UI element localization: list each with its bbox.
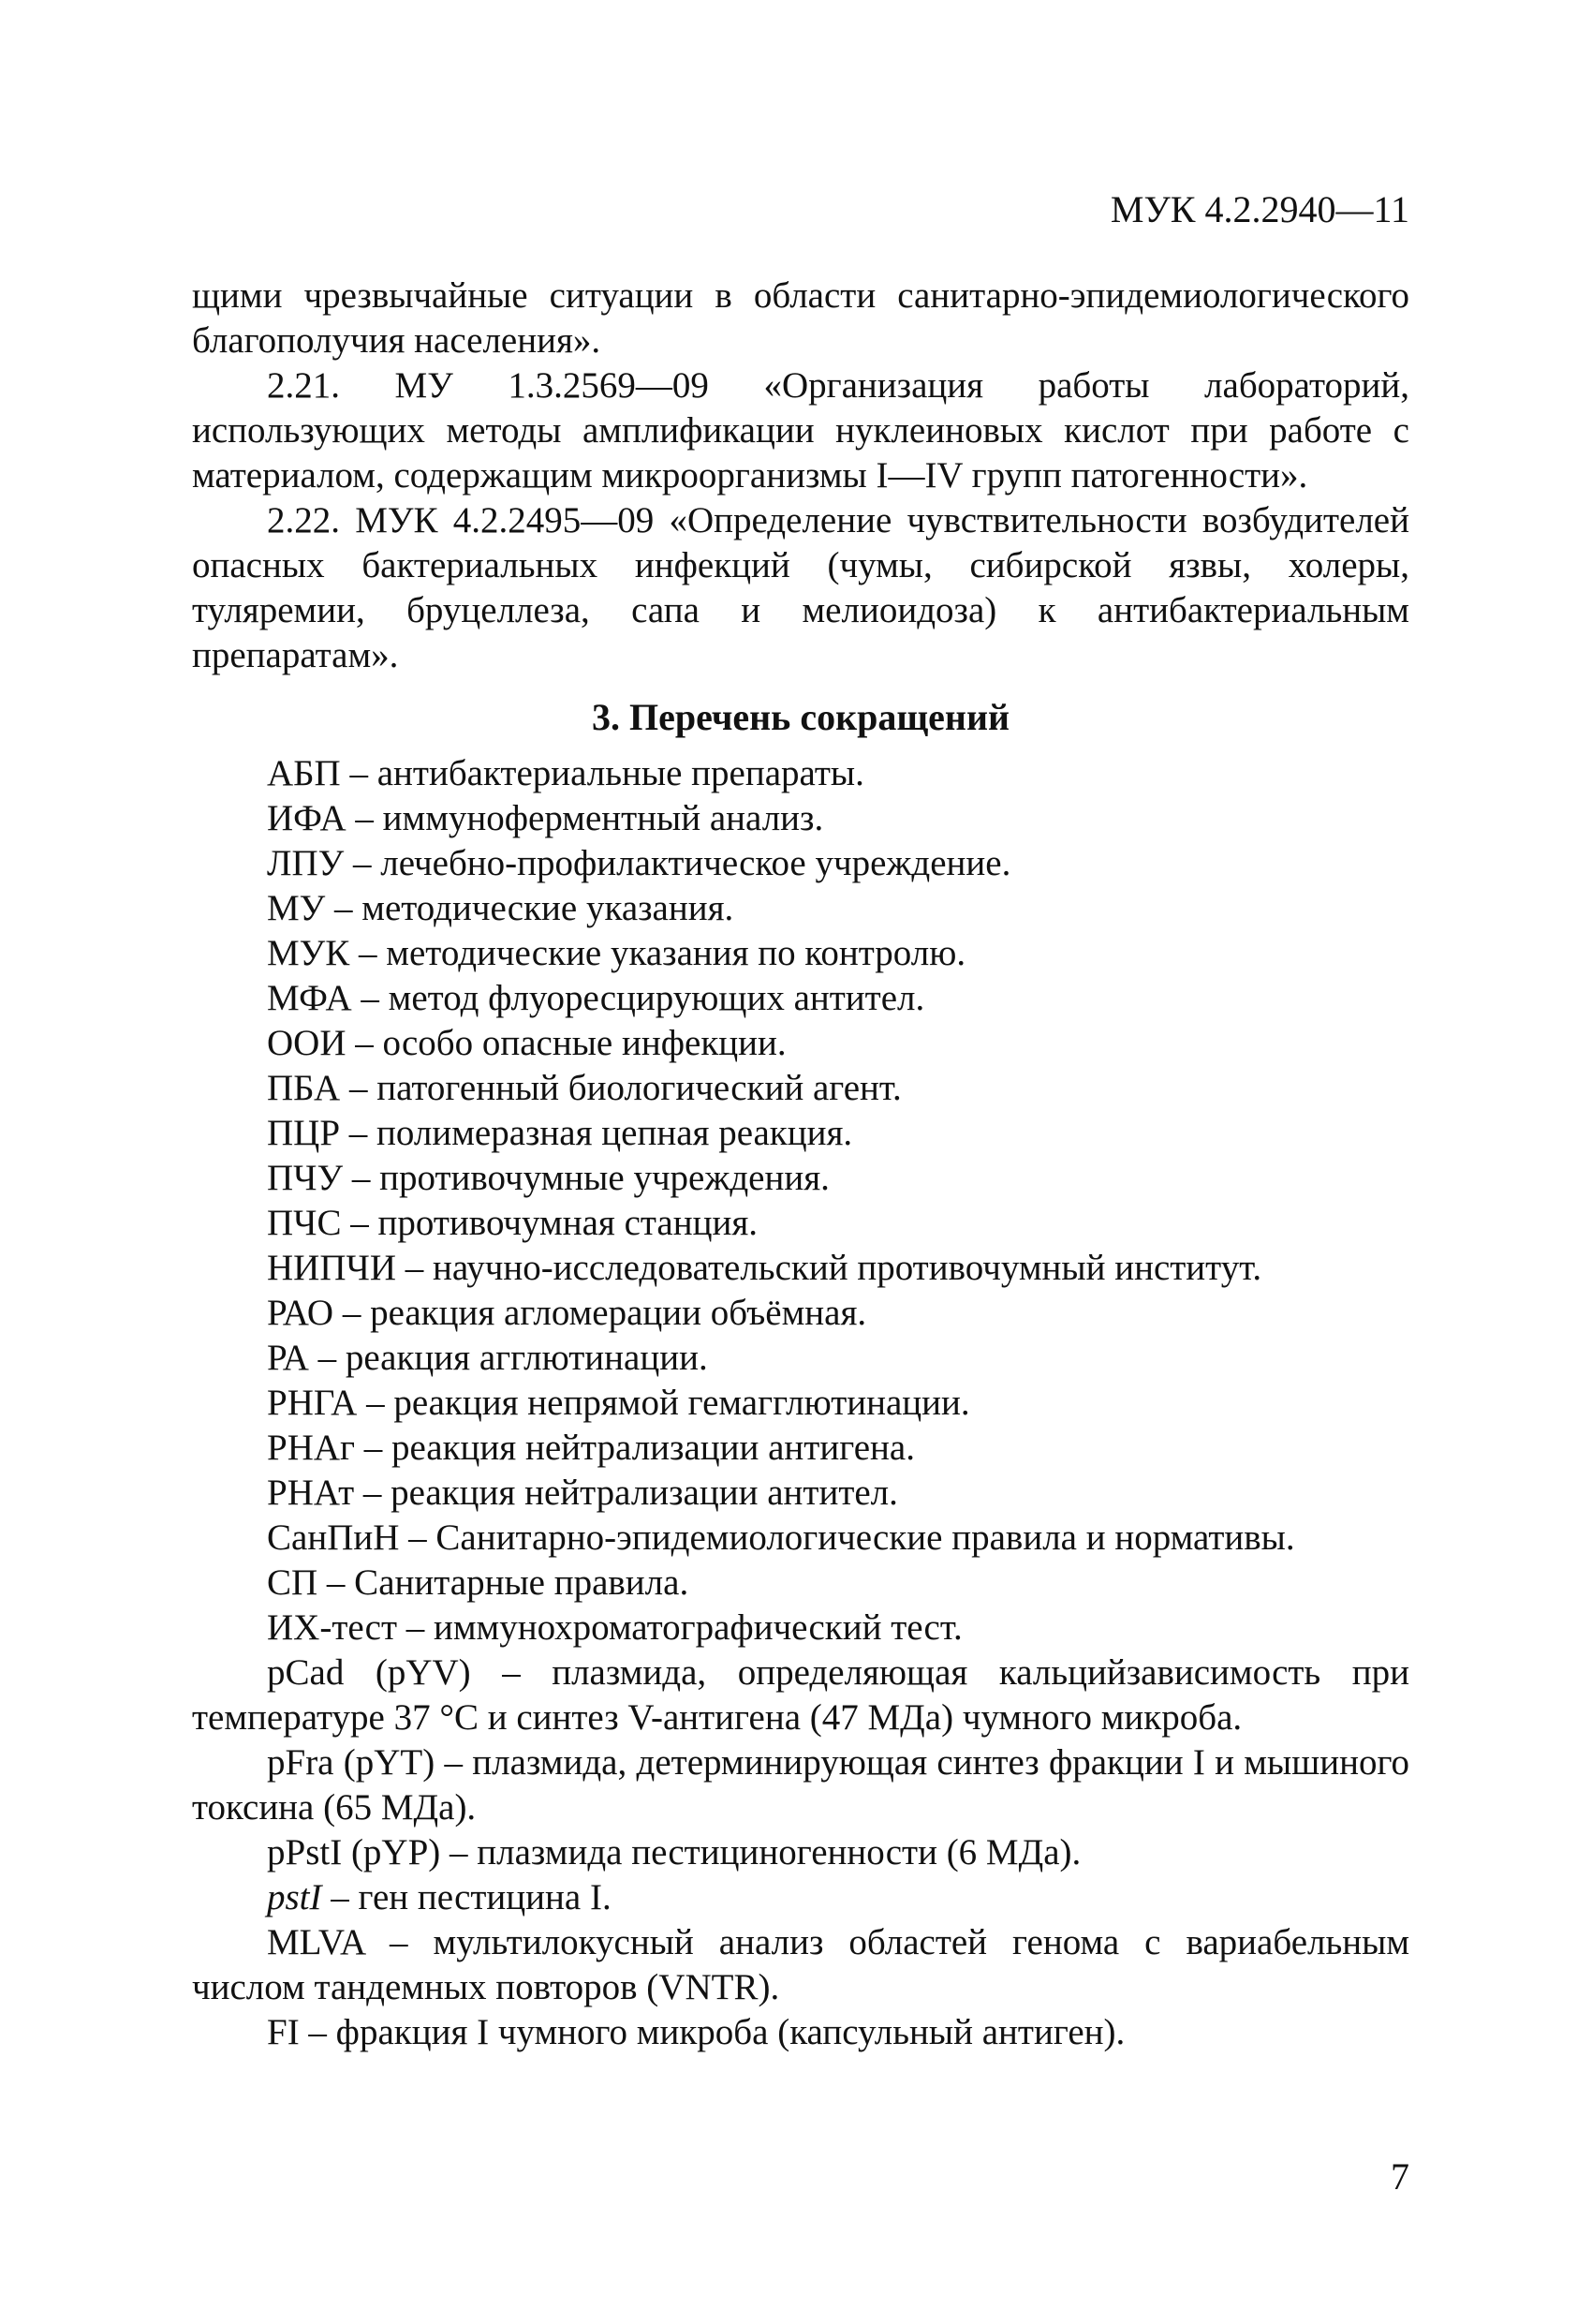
abbreviation-item: МУ – методические указания. — [267, 888, 734, 928]
document-body — [192, 274, 1409, 2055]
abbreviation-item-fi: FI – фракция I чумного микроба (капсульный антиген). — [267, 2012, 1126, 2052]
abbreviation-item: ООИ – особо опасные инфекции. — [267, 1023, 787, 1063]
abbreviation-item-mlva: MLVA – мультилокусный анализ областей генома с вариабельным числом тандемных повторов (VNTR). — [192, 1922, 1409, 2007]
abbreviation-item: ПЦР – полимеразная цепная реакция. — [267, 1113, 853, 1153]
document-page — [192, 0, 1409, 2324]
abbreviation-item-pfra: pFra (pYT) – плазмида, детерминирующая синтез фракции I и мышиного токсина (65 МДа). — [192, 1742, 1409, 1828]
paragraph-2-21: 2.21. МУ 1.3.2569—09 «Организация работы лабораторий, использующих методы амплификации нуклеиновых кислот при работе с материалом, содержащим микроорганизмы I—IV групп патогенности». — [192, 365, 1409, 496]
abbreviation-item: ИХ-тест – иммунохроматографический тест. — [267, 1607, 963, 1648]
abbreviation-item: МУК – методические указания по контролю. — [267, 933, 966, 973]
abbreviation-item: РНГА – реакция непрямой гемагглютинации. — [267, 1383, 970, 1423]
abbreviation-item: ИФА – иммуноферментный анализ. — [267, 798, 824, 838]
abbreviation-item-pst — [192, 1875, 1409, 1920]
abbreviation-item-pcad: pCad (pYV) – плазмида, определяющая кальцийзависимость при температуре 37 °С и синтез V-антигена (47 МДа) чумного микроба. — [192, 1652, 1409, 1738]
abbreviation-item: ПЧС – противочумная станция. — [267, 1203, 759, 1243]
section-title: 3. Перечень сокращений — [591, 696, 1010, 738]
abbreviation-item: РАО – реакция агломерации объёмная. — [267, 1293, 867, 1333]
abbreviation-item: СП – Санитарные правила. — [267, 1562, 689, 1603]
paragraph-intro: щими чрезвычайные ситуации в области санитарно-эпидемиологического благополучия населения». — [192, 275, 1409, 361]
abbreviation-item: ПБА – патогенный биологический агент. — [267, 1068, 902, 1108]
abbreviation-item-ppst: pPstI (pYP) – плазмида пестициногенности (6 МДа). — [267, 1832, 1082, 1873]
abbreviation-list — [192, 751, 1409, 2055]
abbreviation-item: АБП – антибактериальные препараты. — [267, 753, 864, 793]
document-code-header: МУК 4.2.2940—11 — [1110, 188, 1409, 230]
abbreviation-item: РА – реакция агглютинации. — [267, 1338, 708, 1378]
gene-definition: – ген пестицина I. — [321, 1877, 612, 1917]
paragraph-2-22: 2.22. МУК 4.2.2495—09 «Определение чувствительности возбудителей опасных бактериальных инфекций (чумы, сибирской язвы, холеры, туляремии, бруцеллеза, сапа и мелиоидоза) к антибактериальным препаратам». — [192, 500, 1409, 675]
abbreviation-item: РНАт – реакция нейтрализации антител. — [267, 1473, 898, 1513]
abbreviation-item: ЛПУ – лечебно-профилактическое учреждение. — [267, 843, 1011, 883]
gene-term: pstI — [267, 1877, 322, 1917]
abbreviation-item: НИПЧИ – научно-исследовательский противочумный институт. — [267, 1248, 1262, 1288]
abbreviation-item: ПЧУ – противочумные учреждения. — [267, 1158, 830, 1198]
abbreviation-item: РНАг – реакция нейтрализации антигена. — [267, 1428, 915, 1468]
abbreviation-item: МФА – метод флуоресцирующих антител. — [267, 978, 925, 1018]
abbreviation-item: СанПиН – Санитарно-эпидемиологические правила и нормативы. — [267, 1517, 1295, 1558]
page-number: 7 — [1391, 2155, 1409, 2198]
